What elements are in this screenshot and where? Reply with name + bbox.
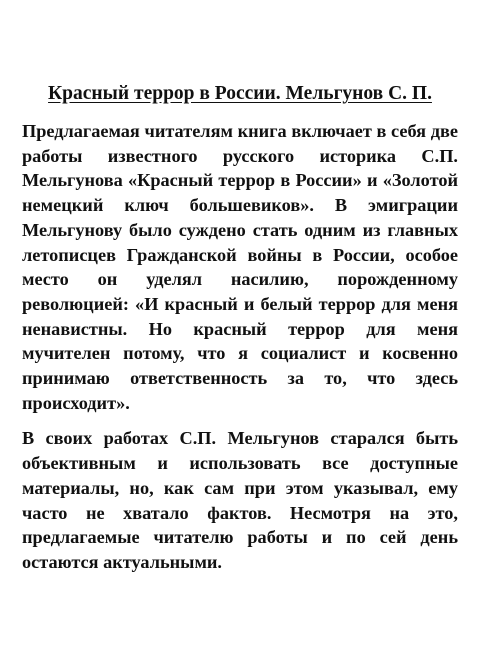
paragraph-intro: Предлагаемая читателям книга включает в себя две работы известного русского историка С.П. Мельгунова «Красный террор в России» и «Золотой немецкий ключ большевиков». В эмиграции Мельгунову было суждено стать одним из главных летописцев Гражданской войны в России, особое место он уделял насилию, порожденному революцией: «И красный и белый террор для меня ненавистны. Но красный террор для меня мучителен потому, что я социалист и косвенно принимаю ответственность за то, что здесь происходит». bbox=[22, 121, 458, 413]
document-title: Красный террор в России. Мельгунов С. П. bbox=[48, 83, 432, 104]
document-page bbox=[22, 83, 458, 586]
paragraph-conclusion: В своих работах С.П. Мельгунов старался быть объективным и использовать все доступные материалы, но, как сам при этом указывал, ему часто не хватало фактов. Несмотря на это, предлагаемые читателю работы и по сей день остаются актуальными. bbox=[22, 428, 458, 572]
